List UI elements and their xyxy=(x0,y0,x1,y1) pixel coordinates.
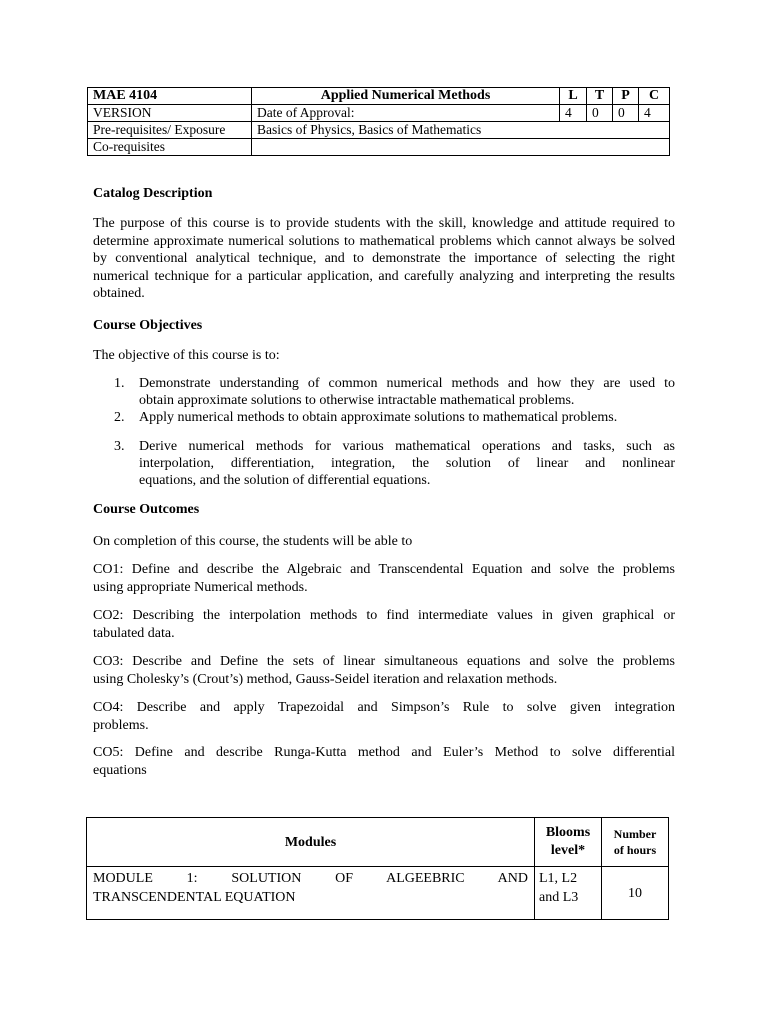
version-row xyxy=(88,105,670,122)
outcome-co1 xyxy=(93,561,675,596)
outcome-co4 xyxy=(93,699,675,734)
objective-text: interpolation, differentiation, integration, the solution of linear and nonlinear xyxy=(139,456,675,471)
objective-text: Derive numerical methods for various mathematical operations and tasks, such as xyxy=(139,439,675,454)
objectives-heading: Course Objectives xyxy=(93,318,203,333)
outcomes-heading: Course Outcomes xyxy=(93,502,200,517)
objective-item xyxy=(114,438,675,489)
outcome-co5 xyxy=(93,744,675,779)
coreq-row xyxy=(88,139,670,156)
lecture-value: 4 xyxy=(560,105,587,122)
module-title-line: MODULE 1: SOLUTION OF ALGEEBRIC AND xyxy=(93,871,528,886)
module-title-line: TRANSCENDENTAL EQUATION xyxy=(93,890,296,905)
blooms-header xyxy=(535,818,602,867)
catalog-line: numerical technique for a particular application, and carefully analyzing and interpreting the results xyxy=(93,268,675,284)
blooms-header-line: Blooms xyxy=(545,825,591,840)
objective-text: obtain approximate solutions to otherwise intractable mathematical problems. xyxy=(139,393,575,408)
objective-text: equations, and the solution of differential equations. xyxy=(139,473,431,488)
prereq-label: Pre-requisites/ Exposure xyxy=(88,122,252,139)
outcome-line: equations xyxy=(93,762,147,778)
objective-number: 3. xyxy=(114,439,125,454)
prereq-value: Basics of Physics, Basics of Mathematics xyxy=(252,122,670,139)
course-header-table xyxy=(87,87,670,156)
outcome-line: using appropriate Numerical methods. xyxy=(93,579,308,595)
module-row xyxy=(87,867,669,920)
credit-label: C xyxy=(639,88,670,105)
outcome-line: CO2: Describing the interpolation methods to find intermediate values in given graphical or xyxy=(93,608,675,623)
objective-text: Demonstrate understanding of common numerical methods and how they are used to xyxy=(139,376,675,391)
modules-table xyxy=(86,817,669,920)
outcome-line: CO5: Define and describe Runga-Kutta method and Euler’s Method to solve differential xyxy=(93,745,675,760)
outcomes-intro: On completion of this course, the students will be able to xyxy=(93,534,413,549)
catalog-line: obtained. xyxy=(93,286,145,301)
catalog-line: by conventional analytical technique, and to demonstrate the importance of selecting the right xyxy=(93,251,675,266)
blooms-header-line: level* xyxy=(550,843,586,858)
hours-header-line: of hours xyxy=(613,843,657,857)
objective-item xyxy=(114,409,675,426)
objective-item xyxy=(114,375,675,409)
catalog-line: The purpose of this course is to provide students with the skill, knowledge and attitude required to xyxy=(93,216,675,231)
outcome-co2 xyxy=(93,607,675,642)
outcome-line: CO4: Describe and apply Trapezoidal and Simpson’s Rule to solve given integration xyxy=(93,700,675,715)
catalog-paragraph xyxy=(93,215,675,303)
outcome-line: CO3: Describe and Define the sets of linear simultaneous equations and solve the problems xyxy=(93,654,675,669)
course-title: Applied Numerical Methods xyxy=(252,88,560,105)
catalog-line: determine approximate numerical solutions to mathematical problems which cannot always be solved xyxy=(93,233,675,249)
tutorial-value: 0 xyxy=(587,105,613,122)
catalog-heading: Catalog Description xyxy=(93,186,213,201)
outcome-line: problems. xyxy=(93,717,149,733)
credit-value: 4 xyxy=(639,105,670,122)
modules-header: Modules xyxy=(87,818,535,867)
modules-header-row xyxy=(87,818,669,867)
course-header-row xyxy=(88,88,670,105)
outcome-line: using Cholesky’s (Crout’s) method, Gauss-Seidel iteration and relaxation methods. xyxy=(93,671,558,687)
hours-header xyxy=(602,818,669,867)
module-blooms-line: L1, L2 xyxy=(539,871,578,886)
module-blooms xyxy=(535,867,602,920)
module-title xyxy=(87,867,535,920)
version-label: VERSION xyxy=(88,105,252,122)
coreq-value xyxy=(252,139,670,156)
outcome-co3 xyxy=(93,653,675,688)
outcome-line: CO1: Define and describe the Algebraic and Transcendental Equation and solve the problems xyxy=(93,562,675,577)
lecture-label: L xyxy=(560,88,587,105)
module-blooms-line: and L3 xyxy=(539,890,579,905)
course-code: MAE 4104 xyxy=(88,88,252,105)
objectives-list xyxy=(114,438,675,489)
objectives-intro: The objective of this course is to: xyxy=(93,348,280,363)
hours-header-line: Number xyxy=(613,827,657,841)
objective-number: 2. xyxy=(114,410,125,425)
prereq-row xyxy=(88,122,670,139)
outcome-line: tabulated data. xyxy=(93,625,175,641)
approval-label: Date of Approval: xyxy=(252,105,560,122)
objectives-list xyxy=(114,409,675,426)
objective-text: Apply numerical methods to obtain approximate solutions to mathematical problems. xyxy=(139,410,618,425)
module-hours: 10 xyxy=(602,867,669,920)
objective-number: 1. xyxy=(114,376,125,391)
objectives-list xyxy=(114,375,675,409)
practical-label: P xyxy=(613,88,639,105)
practical-value: 0 xyxy=(613,105,639,122)
coreq-label: Co-requisites xyxy=(88,139,252,156)
tutorial-label: T xyxy=(587,88,613,105)
